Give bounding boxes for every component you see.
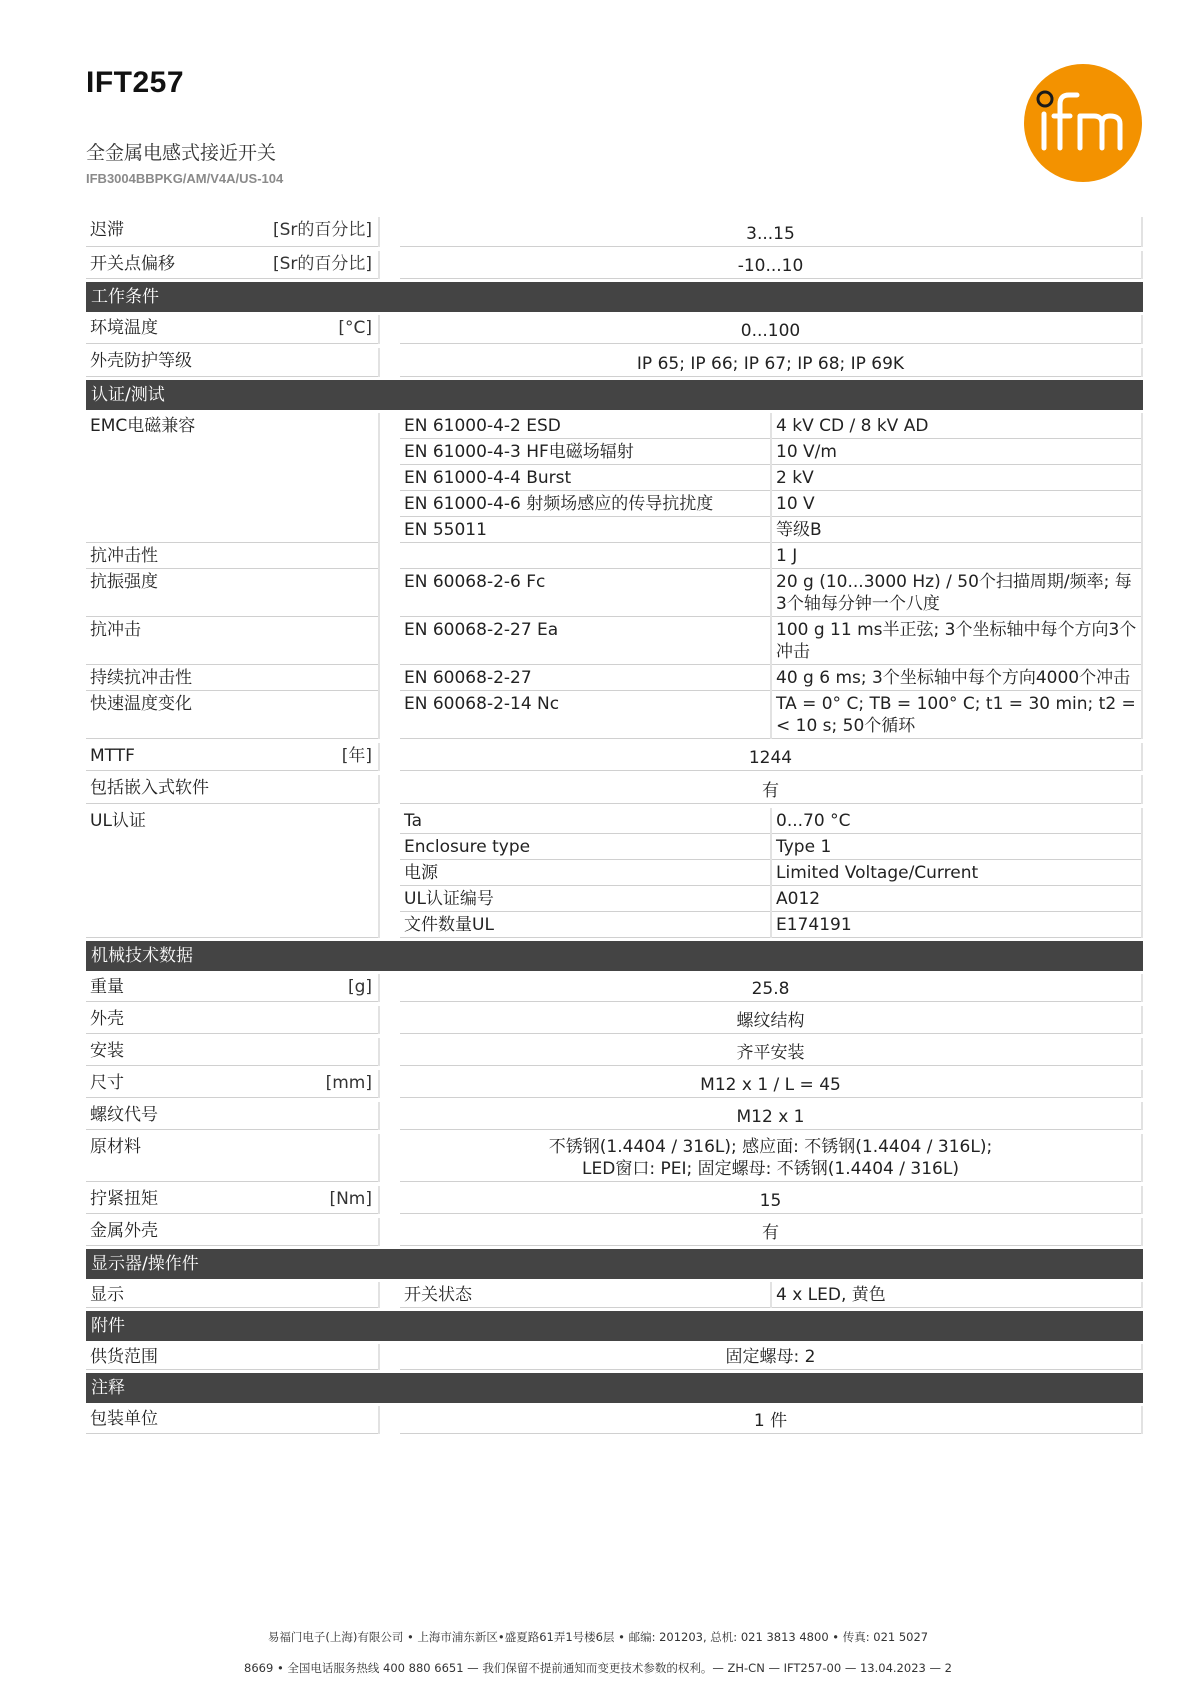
unit-weight: [g] bbox=[347, 977, 372, 997]
unit-ambient-temp: [°C] bbox=[338, 318, 372, 338]
label-ambient-temp: 环境温度 bbox=[90, 318, 158, 338]
product-subtitle: 全金属电感式接近开关 bbox=[86, 142, 277, 164]
label-thread: 螺纹代号 bbox=[90, 1105, 158, 1125]
row-thread bbox=[86, 1102, 1143, 1130]
label-emc: EMC电磁兼容 bbox=[90, 416, 196, 436]
value-metal-housing: 有 bbox=[400, 1218, 1143, 1246]
row-packaging bbox=[86, 1406, 1143, 1434]
section-approvals: 认证/测试 bbox=[86, 380, 1143, 410]
row-embedded-software bbox=[86, 775, 1143, 804]
emc-item: EN 61000-4-2 ESD 4 kV CD / 8 kV AD bbox=[400, 413, 1143, 439]
value-mounting: 齐平安装 bbox=[400, 1038, 1143, 1066]
value-packaging: 1 件 bbox=[400, 1406, 1143, 1434]
value-embedded-software: 有 bbox=[400, 775, 1143, 804]
value-torque: 15 bbox=[400, 1186, 1143, 1214]
row-temperature-change bbox=[86, 691, 1143, 739]
test-temperature-change: EN 60068-2-14 Nc bbox=[400, 691, 772, 739]
value-temperature-change: TA = 0° C; TB = 100° C; t1 = 30 min; t2 = < 10 s; 50个循环 bbox=[772, 691, 1143, 739]
label-ul: UL认证 bbox=[90, 811, 146, 831]
row-scope bbox=[86, 1344, 1143, 1370]
value-mttf: 1244 bbox=[400, 743, 1143, 771]
label-metal-housing: 金属外壳 bbox=[90, 1221, 158, 1241]
unit-switch-offset: [Sr的百分比] bbox=[272, 254, 372, 274]
row-mttf bbox=[86, 743, 1143, 771]
ul-item: 电源 Limited Voltage/Current bbox=[400, 860, 1143, 886]
section-display: 显示器/操作件 bbox=[86, 1249, 1143, 1279]
label-vibration: 抗振强度 bbox=[90, 572, 158, 592]
row-materials bbox=[86, 1134, 1143, 1182]
specification-table bbox=[86, 217, 1143, 1434]
value-scope: 固定螺母: 2 bbox=[400, 1344, 1143, 1370]
unit-dimensions: [mm] bbox=[325, 1073, 372, 1093]
label-embedded-software: 包括嵌入式软件 bbox=[90, 778, 209, 798]
value-protection: IP 65; IP 66; IP 67; IP 68; IP 69K bbox=[400, 348, 1143, 377]
section-notes: 注释 bbox=[86, 1373, 1143, 1403]
value-ambient-temp: 0...100 bbox=[400, 315, 1143, 344]
value-housing: 螺纹结构 bbox=[400, 1006, 1143, 1034]
row-emc bbox=[86, 413, 1143, 543]
value-thread: M12 x 1 bbox=[400, 1102, 1143, 1130]
unit-mttf: [年] bbox=[341, 746, 372, 766]
test-impact bbox=[400, 543, 772, 569]
row-mounting bbox=[86, 1038, 1143, 1066]
test-display: 开关状态 bbox=[400, 1282, 772, 1308]
value-dimensions: M12 x 1 / L = 45 bbox=[400, 1070, 1143, 1098]
value-materials-line1: 不锈钢(1.4404 / 316L); 感应面: 不锈钢(1.4404 / 316L); bbox=[548, 1137, 993, 1157]
product-code: IFB3004BBPKG/AM/V4A/US-104 bbox=[86, 171, 284, 186]
label-housing: 外壳 bbox=[90, 1009, 124, 1029]
row-ul bbox=[86, 808, 1143, 938]
row-torque bbox=[86, 1186, 1143, 1214]
row-shock bbox=[86, 617, 1143, 665]
row-continuous-shock bbox=[86, 665, 1143, 691]
value-display: 4 x LED, 黄色 bbox=[772, 1282, 1143, 1308]
product-title: IFT257 bbox=[86, 66, 185, 99]
unit-hysteresis: [Sr的百分比] bbox=[272, 220, 372, 240]
row-impact bbox=[86, 543, 1143, 569]
footer-legal: 8669 • 全国电话服务热线 400 880 6651 — 我们保留不提前通知而变更技术参数的权利。— ZH-CN — IFT257-00 — 13.04.2023 — 2 bbox=[244, 1661, 952, 1675]
emc-item: EN 61000-4-3 HF电磁场辐射 10 V/m bbox=[400, 439, 1143, 465]
footer-address: 易福门电子(上海)有限公司 • 上海市浦东新区•盛夏路61弄1号楼6层 • 邮编: 201203, 总机: 021 3813 4800 • 传真: 021 5027 bbox=[267, 1630, 929, 1644]
value-materials-line2: LED窗口: PEI; 固定螺母: 不锈钢(1.4404 / 316L) bbox=[582, 1159, 959, 1179]
test-shock: EN 60068-2-27 Ea bbox=[400, 617, 772, 665]
label-torque: 拧紧扭矩 bbox=[90, 1189, 158, 1209]
label-shock: 抗冲击 bbox=[90, 620, 141, 640]
value-switch-offset: -10...10 bbox=[400, 251, 1143, 279]
label-protection: 外壳防护等级 bbox=[90, 351, 192, 371]
value-weight: 25.8 bbox=[400, 974, 1143, 1002]
label-dimensions: 尺寸 bbox=[90, 1073, 124, 1093]
label-mttf: MTTF bbox=[90, 746, 135, 766]
emc-item: EN 61000-4-6 射频场感应的传导抗扰度 10 V bbox=[400, 491, 1143, 517]
row-metal-housing bbox=[86, 1218, 1143, 1246]
label-hysteresis: 迟滞 bbox=[90, 220, 124, 240]
row-dimensions bbox=[86, 1070, 1143, 1098]
label-impact: 抗冲击性 bbox=[90, 546, 158, 566]
test-continuous-shock: EN 60068-2-27 bbox=[400, 665, 772, 691]
section-operating-conditions: 工作条件 bbox=[86, 282, 1143, 312]
section-mechanical: 机械技术数据 bbox=[86, 941, 1143, 971]
label-weight: 重量 bbox=[90, 977, 124, 997]
row-hysteresis bbox=[86, 217, 1143, 247]
value-impact: 1 J bbox=[772, 543, 1143, 569]
value-hysteresis: 3...15 bbox=[400, 217, 1143, 247]
row-protection bbox=[86, 348, 1143, 377]
row-switch-offset bbox=[86, 251, 1143, 279]
row-display bbox=[86, 1282, 1143, 1308]
emc-item: EN 61000-4-4 Burst 2 kV bbox=[400, 465, 1143, 491]
label-materials: 原材料 bbox=[90, 1137, 141, 1157]
ul-item: 文件数量UL E174191 bbox=[400, 912, 1143, 938]
ul-item: Ta 0...70 °C bbox=[400, 808, 1143, 834]
label-packaging: 包装单位 bbox=[90, 1409, 158, 1429]
label-mounting: 安装 bbox=[90, 1041, 124, 1061]
section-accessories: 附件 bbox=[86, 1311, 1143, 1341]
test-vibration: EN 60068-2-6 Fc bbox=[400, 569, 772, 617]
value-continuous-shock: 40 g 6 ms; 3个坐标轴中每个方向4000个冲击 bbox=[772, 665, 1143, 691]
label-switch-offset: 开关点偏移 bbox=[90, 254, 175, 274]
ul-item: UL认证编号 A012 bbox=[400, 886, 1143, 912]
row-housing bbox=[86, 1006, 1143, 1034]
value-shock: 100 g 11 ms半正弦; 3个坐标轴中每个方向3个冲击 bbox=[772, 617, 1143, 665]
label-temperature-change: 快速温度变化 bbox=[90, 694, 192, 714]
label-scope: 供货范围 bbox=[90, 1347, 158, 1367]
emc-item: EN 55011 等级B bbox=[400, 517, 1143, 543]
row-ambient-temp bbox=[86, 315, 1143, 344]
label-continuous-shock: 持续抗冲击性 bbox=[90, 668, 192, 688]
row-vibration bbox=[86, 569, 1143, 617]
ifm-logo bbox=[1024, 64, 1142, 182]
row-weight bbox=[86, 974, 1143, 1002]
label-display: 显示 bbox=[90, 1285, 124, 1305]
unit-torque: [Nm] bbox=[329, 1189, 372, 1209]
ul-item: Enclosure type Type 1 bbox=[400, 834, 1143, 860]
value-vibration: 20 g (10...3000 Hz) / 50个扫描周期/频率; 每3个轴每分钟一个八度 bbox=[772, 569, 1143, 617]
